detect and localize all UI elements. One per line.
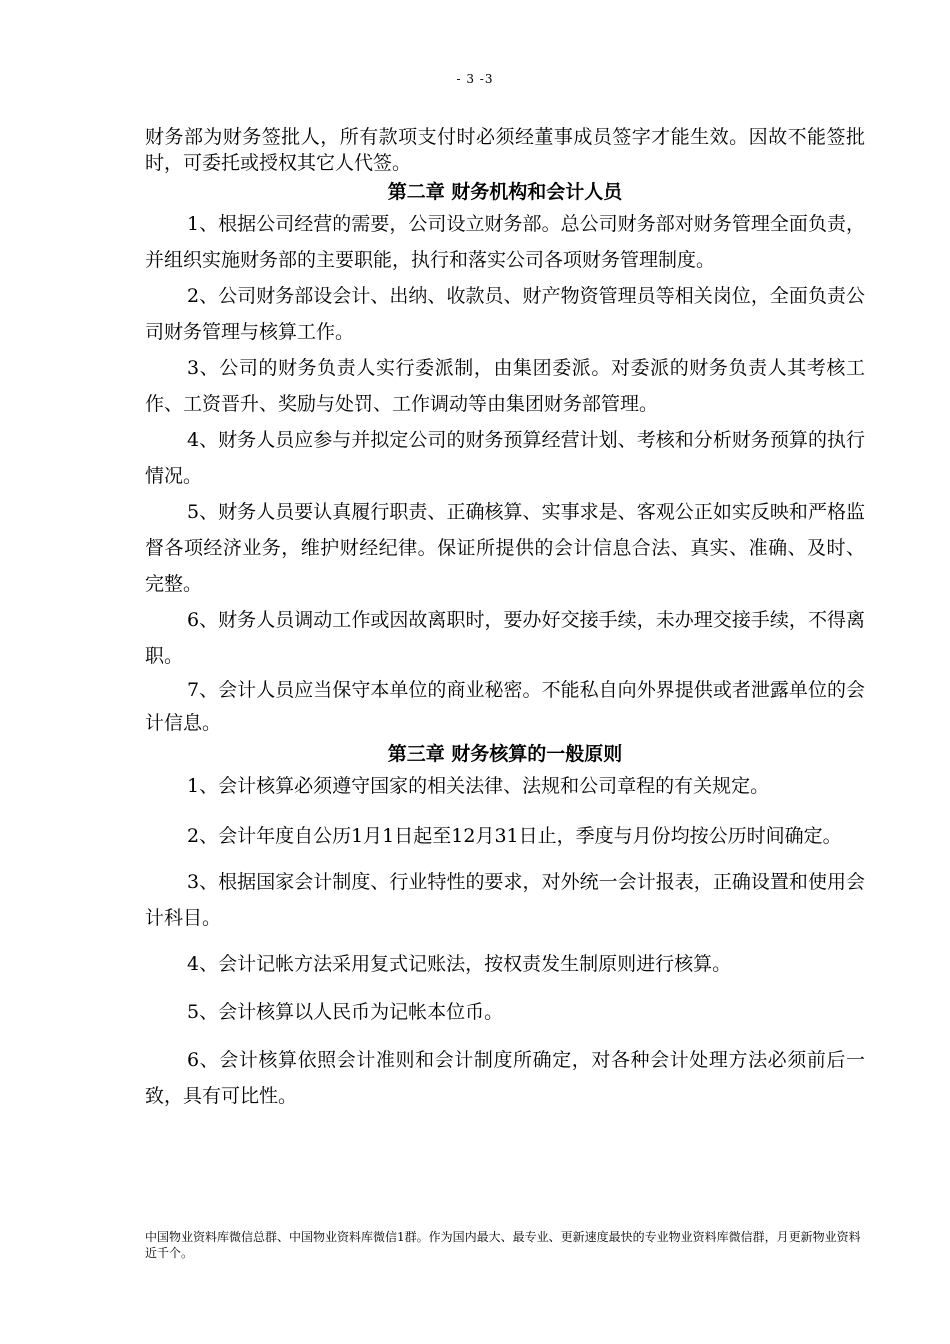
chapter-3-item: 6、会计核算依照会计准则和会计制度所确定，对各种会计处理方法必须前后一致，具有可比性。	[145, 1049, 865, 1107]
chapter-2-item: 6、财务人员调动工作或因故离职时，要办好交接手续，未办理交接手续，不得离职。	[145, 609, 865, 667]
chapter-2-item: 7、会计人员应当保守本单位的商业秘密。不能私自向外界提供或者泄露单位的会计信息。	[145, 679, 865, 734]
chapter-2-title: 第二章 财务机构和会计人员	[387, 181, 623, 203]
document-body	[145, 124, 865, 1114]
chapter-3-item: 5、会计核算以人民币为记帐本位币。	[187, 1001, 504, 1023]
chapter-3-item: 1、会计核算必须遵守国家的相关法律、法规和公司章程的有关规定。	[187, 775, 770, 797]
chapter-2-item: 2、公司财务部设会计、出纳、收款员、财产物资管理员等相关岗位，全面负责公司财务管理与核算工作。	[145, 285, 865, 343]
chapter-3-item: 2、会计年度自公历1月1日起至12月31日止，季度与月份均按公历时间确定。	[187, 825, 842, 847]
page-number: - 3 -3	[456, 72, 494, 86]
chapter-3-title: 第三章 财务核算的一般原则	[387, 743, 623, 765]
chapter-2-item: 4、财务人员应参与并拟定公司的财务预算经营计划、考核和分析财务预算的执行情况。	[145, 429, 865, 487]
footer-note: 中国物业资料库微信总群、中国物业资料库微信1群。作为国内最大、最专业、更新速度最快的专业物业资料库微信群，月更新物业资料近千个。	[145, 1230, 861, 1260]
chapter-3-item: 4、会计记帐方法采用复式记账法，按权责发生制原则进行核算。	[187, 953, 732, 975]
chapter-2-item: 3、公司的财务负责人实行委派制，由集团委派。对委派的财务负责人其考核工作、工资晋升、奖励与处罚、工作调动等由集团财务部管理。	[145, 357, 865, 415]
chapter-3-item: 3、根据国家会计制度、行业特性的要求，对外统一会计报表，正确设置和使用会计科目。	[145, 871, 865, 929]
intro-paragraph: 财务部为财务签批人，所有款项支付时必须经董事成员签字才能生效。因故不能签批时，可委托或授权其它人代签。	[145, 126, 865, 174]
chapter-2-item: 5、财务人员要认真履行职责、正确核算、实事求是、客观公正如实反映和严格监督各项经济业务，维护财经纪律。保证所提供的会计信息合法、真实、准确、及时、完整。	[145, 501, 865, 595]
chapter-2-item: 1、根据公司经营的需要，公司设立财务部。总公司财务部对财务管理全面负责，并组织实施财务部的主要职能，执行和落实公司各项财务管理制度。	[145, 213, 865, 271]
